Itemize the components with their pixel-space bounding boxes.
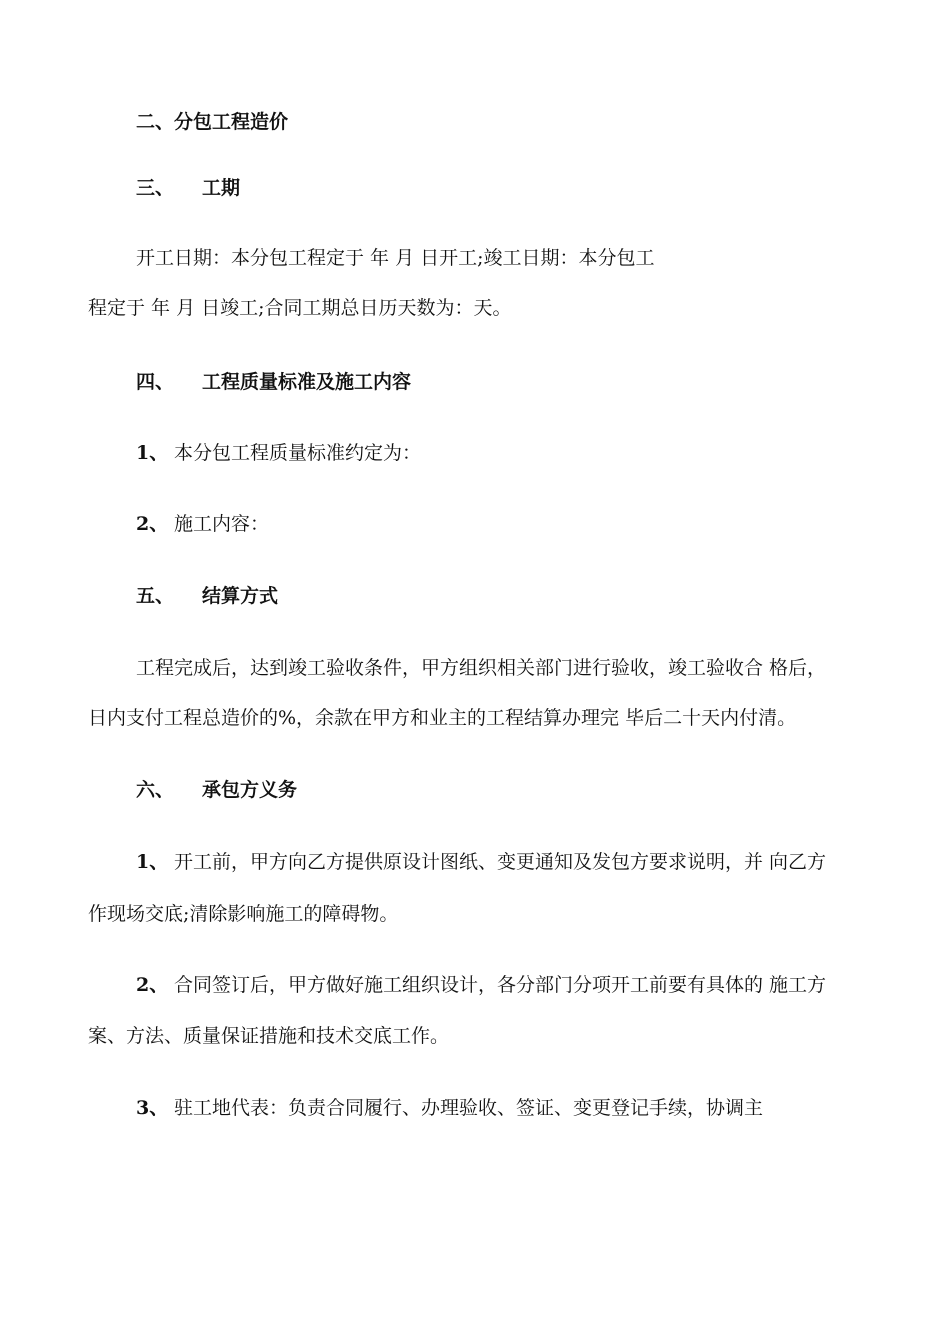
section-6-item-3-number: 3、 bbox=[136, 1097, 169, 1119]
section-4-title: 工程质量标准及施工内容 bbox=[202, 371, 412, 393]
section-4-item-1-number: 1、 bbox=[136, 442, 169, 464]
section-5-body-line-2: 日内支付工程总造价的%，余款在甲方和业主的工程结算办理完 毕后二十天内付清。 bbox=[88, 707, 797, 729]
section-6-title: 承包方义务 bbox=[202, 779, 298, 801]
section-6-item-1-line-2: 作现场交底;清除影响施工的障碍物。 bbox=[88, 903, 399, 925]
section-6-item-1-text: 开工前，甲方向乙方提供原设计图纸、变更通知及发包方要求说明，并 向乙方 bbox=[174, 851, 827, 873]
section-6-item-3-line-1 bbox=[136, 1096, 763, 1120]
section-4-heading bbox=[136, 370, 411, 394]
section-6-item-1-line-1 bbox=[136, 850, 826, 874]
section-6-item-2-line-2: 案、方法、质量保证措施和技术交底工作。 bbox=[88, 1025, 450, 1047]
section-5-heading bbox=[136, 584, 278, 608]
section-3-title: 工期 bbox=[202, 177, 241, 199]
section-4-number: 四、 bbox=[136, 371, 175, 393]
section-4-item-2-number: 2、 bbox=[136, 513, 169, 535]
section-6-item-2-line-1 bbox=[136, 973, 826, 997]
section-3-body-line-2: 程定于 年 月 日竣工;合同工期总日历天数为：天。 bbox=[88, 297, 512, 319]
section-6-item-3-text: 驻工地代表：负责合同履行、办理验收、签证、变更登记手续，协调主 bbox=[174, 1097, 764, 1119]
section-6-heading bbox=[136, 778, 297, 802]
section-3-number: 三、 bbox=[136, 177, 175, 199]
section-3-body-line-1: 开工日期：本分包工程定于 年 月 日开工;竣工日期：本分包工 bbox=[136, 247, 655, 269]
section-2-heading: 二、分包工程造价 bbox=[136, 111, 289, 133]
section-3-heading bbox=[136, 176, 240, 200]
section-5-number: 五、 bbox=[136, 585, 175, 607]
section-5-body-line-1: 工程完成后，达到竣工验收条件，甲方组织相关部门进行验收，竣工验收合 格后， bbox=[136, 657, 827, 679]
section-6-item-2-text: 合同签订后，甲方做好施工组织设计，各分部门分项开工前要有具体的 施工方 bbox=[174, 974, 827, 996]
section-6-item-1-number: 1、 bbox=[136, 851, 169, 873]
section-6-number: 六、 bbox=[136, 779, 175, 801]
section-4-item-2-text: 施工内容： bbox=[174, 513, 270, 535]
section-4-item-1 bbox=[136, 441, 421, 465]
section-4-item-1-text: 本分包工程质量标准约定为： bbox=[174, 442, 422, 464]
section-4-item-2 bbox=[136, 512, 269, 536]
section-5-title: 结算方式 bbox=[202, 585, 279, 607]
section-6-item-2-number: 2、 bbox=[136, 974, 169, 996]
